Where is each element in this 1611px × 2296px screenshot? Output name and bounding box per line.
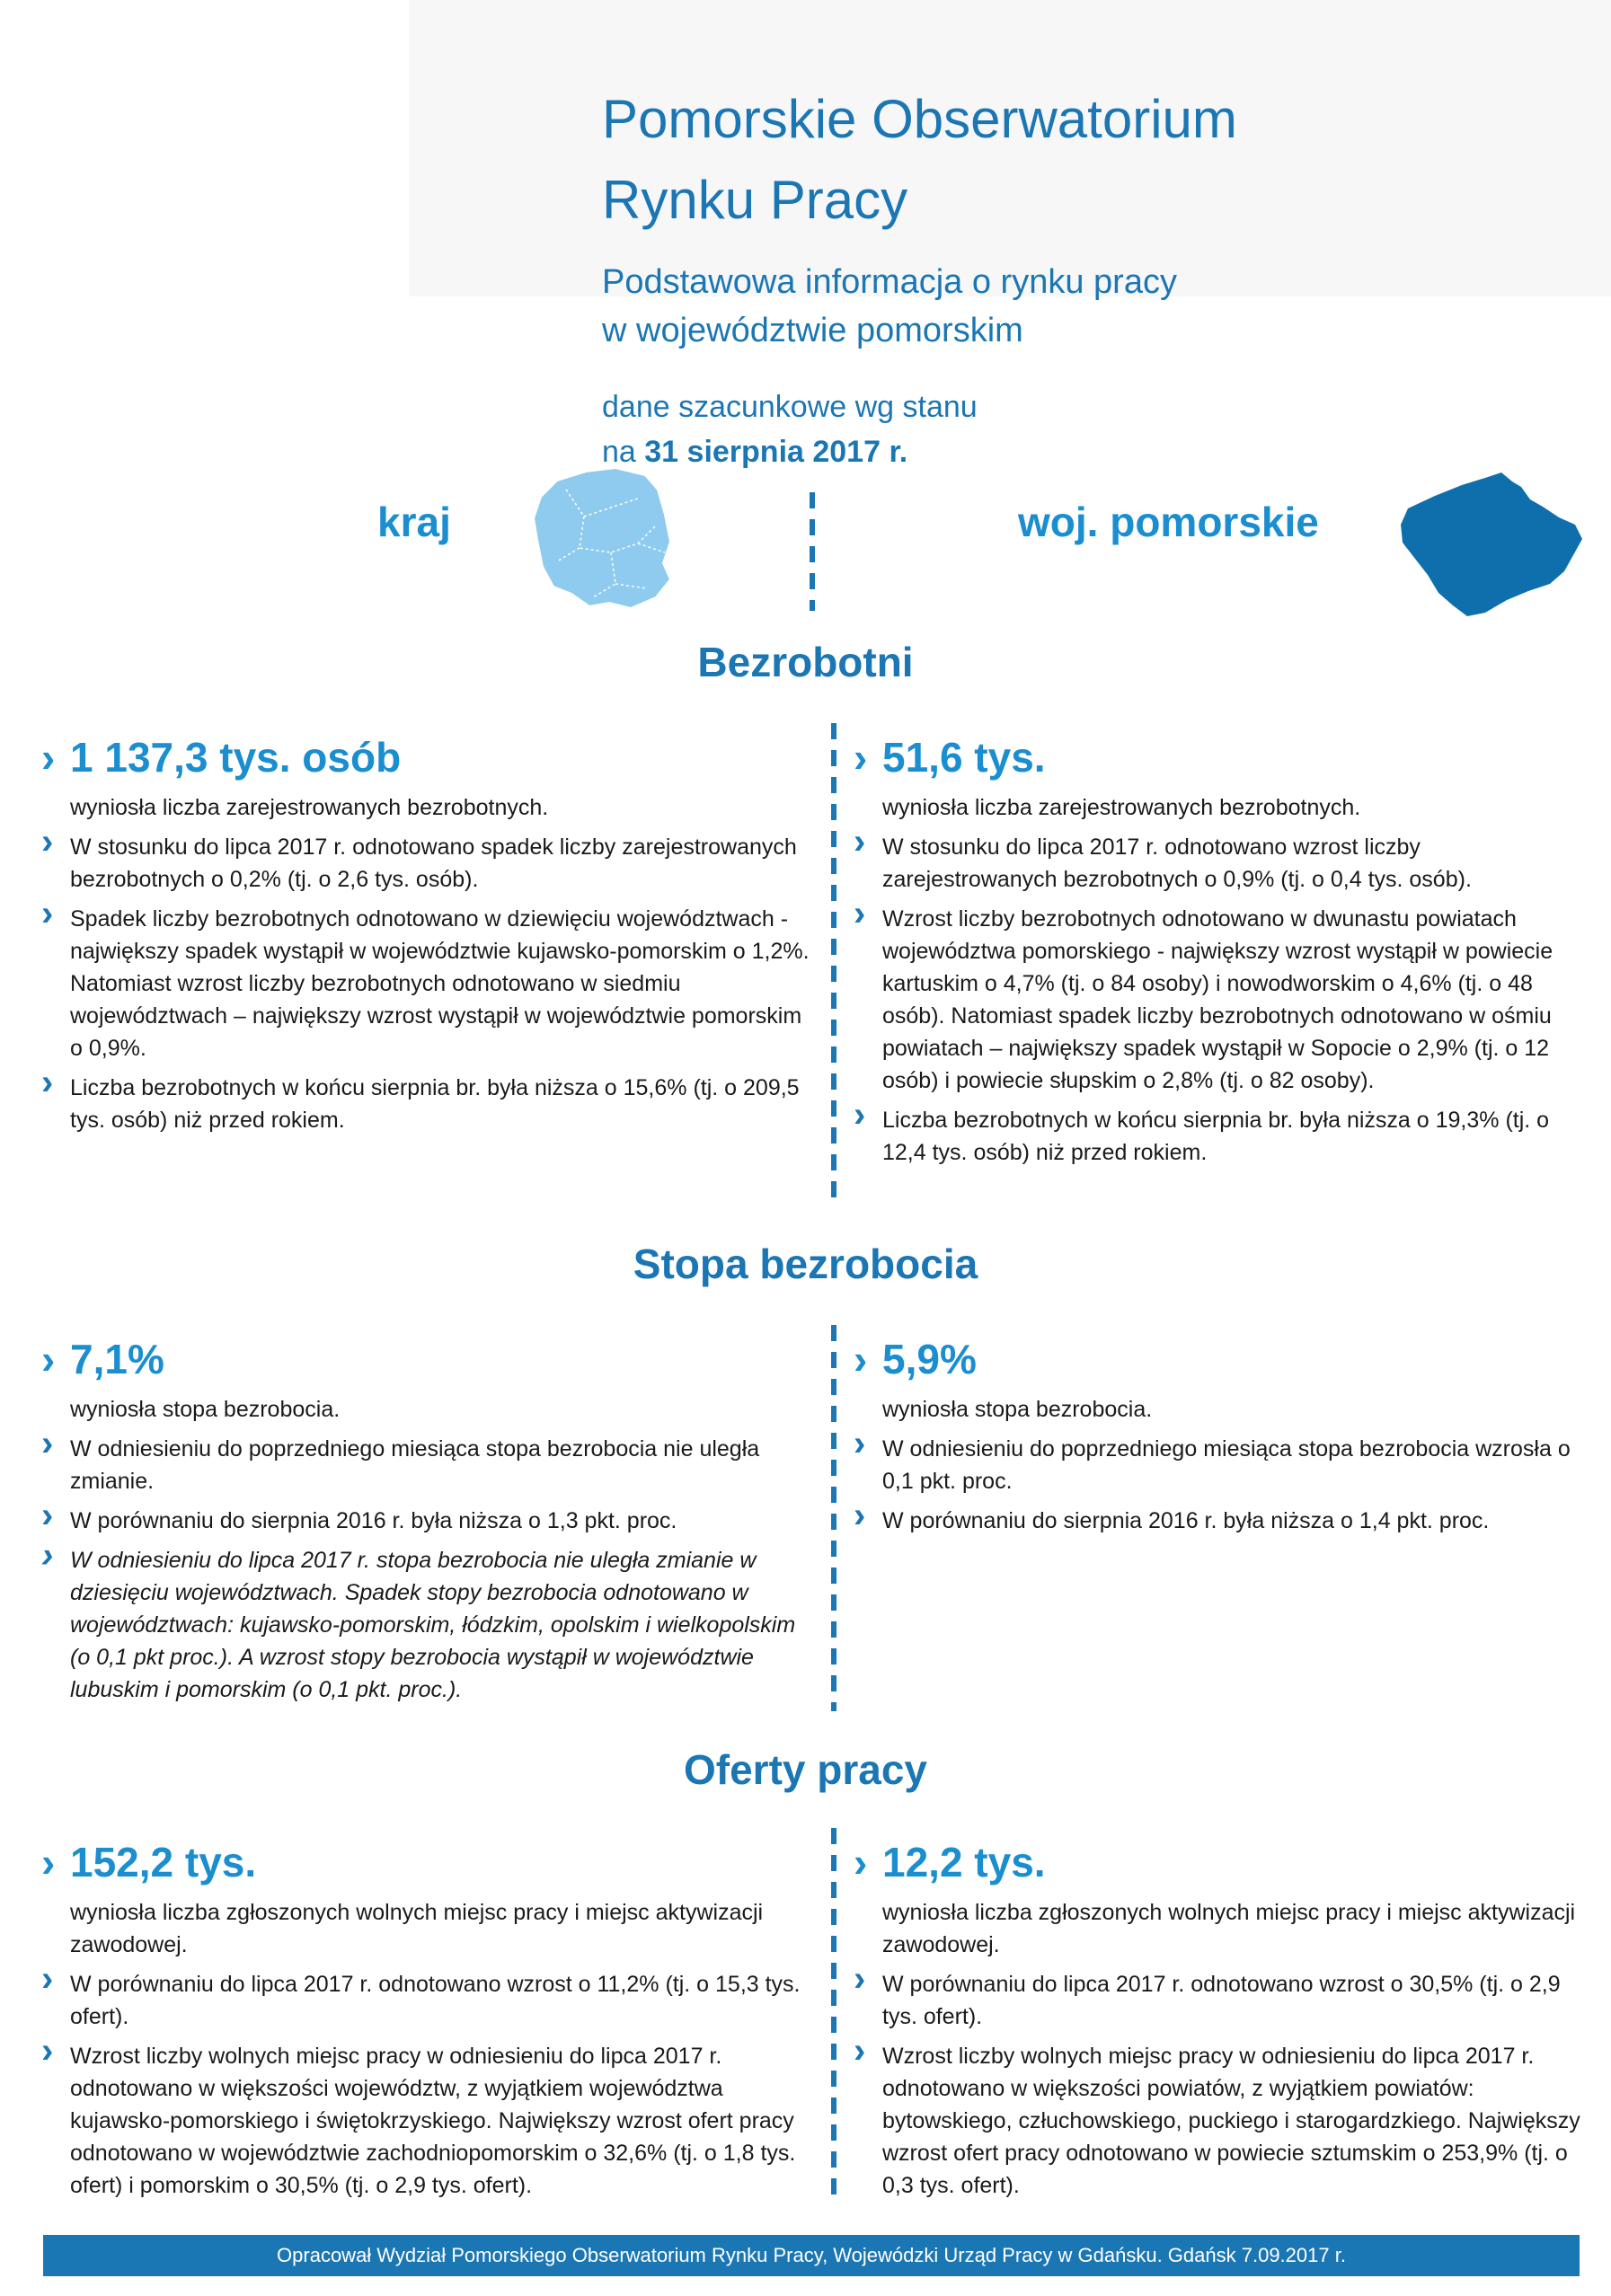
section-title-oferty: Oferty pracy [683,1746,927,1793]
oferty-kraj-column [41,1837,814,2209]
oferty-pomorskie-bullet-1: › W porównaniu do lipca 2017 r. odnotowano wzrost o 30,5% (tj. o 2,9 tys. ofert). [854,1968,1590,2033]
oferty-kraj-value: › 152,2 tys. [41,1837,814,1887]
stopa-kraj-desc: wyniosła stopa bezrobocia. [70,1397,341,1422]
region-label-kraj: kraj [377,499,451,545]
bezrobotni-kraj-column [41,732,814,1144]
bezrobotni-kraj-desc: wyniosła liczba zarejestrowanych bezrobotnych. [70,795,549,820]
bezrobotni-divider [831,723,836,1208]
data-date [602,384,1500,474]
oferty-pomorskie-bullet-2: › Wzrost liczby wolnych miejsc pracy w odniesieniu do lipca 2017 r. odnotowano w większości powiatów, z wyjątkiem powiatów: bytowskiego, człuchowskiego, puckiego i starogardzkiego. Największy wzrost ofert pracy odnotowano w powiecie sztumskim o 253,9% (tj. o 0,3 tys. ofert). [854,2040,1590,2202]
oferty-pomorskie-desc: wyniosła liczba zgłoszonych wolnych miejsc pracy i miejsc aktywizacji zawodowej. [882,1900,1576,1957]
stopa-pomorskie-value: › 5,9% [854,1334,1590,1384]
bezrobotni-pomorskie-column [854,732,1590,1176]
bezrobotni-pomorskie-value: › 51,6 tys. [854,732,1590,782]
page-title [602,79,1500,241]
title-line-1: Pomorskie Obserwatorium [602,89,1237,149]
date-line-2 [602,429,1500,474]
stopa-pomorskie-desc: wyniosła stopa bezrobocia. [882,1397,1153,1422]
bezrobotni-kraj-bullet-3: › Liczba bezrobotnych w końcu sierpnia br. była niższa o 15,6% (tj. o 209,5 tys. osób) niż przed rokiem. [41,1072,814,1136]
stopa-kraj-bullet-2: › W porównaniu do sierpnia 2016 r. była niższa o 1,3 pkt. proc. [41,1505,814,1537]
oferty-pomorskie-value: › 12,2 tys. [854,1837,1590,1887]
stopa-divider [831,1325,836,1711]
stopa-kraj-column [41,1334,814,1713]
bezrobotni-kraj-bullet-1: › W stosunku do lipca 2017 r. odnotowano spadek liczby zarejestrowanych bezrobotnych o 0,2% (tj. o 2,6 tys. osób). [41,831,814,896]
section-title-stopa: Stopa bezrobocia [633,1241,978,1287]
date-line-1: dane szacunkowe wg stanu [602,390,978,424]
section-title-bezrobotni: Bezrobotni [697,639,914,685]
oferty-kraj-desc: wyniosła liczba zgłoszonych wolnych miejsc pracy i miejsc aktywizacji zawodowej. [70,1900,764,1957]
title-line-2: Rynku Pracy [602,170,908,230]
page-subtitle [602,258,1500,355]
bezrobotni-kraj-value: › 1 137,3 tys. osób [41,732,814,782]
bezrobotni-pomorskie-desc: wyniosła liczba zarejestrowanych bezrobotnych. [882,795,1361,820]
subtitle-line-2: w województwie pomorskim [602,312,1023,349]
date-prefix: na [602,435,645,469]
stopa-pomorskie-bullet-1: › W odniesieniu do poprzedniego miesiąca stopa bezrobocia wzrosła o 0,1 pkt. proc. [854,1433,1590,1497]
header-divider [810,492,815,611]
bezrobotni-pomorskie-bullet-2: › Wzrost liczby bezrobotnych odnotowano w dwunastu powiatach województwa pomorskiego - największy wzrost wystąpił w powiecie kartuskim o 4,7% (tj. o 84 osoby) i nowodworskim o 4,6% (tj. o 48 osób). Natomiast spadek liczby bezrobotnych odnotowano w ośmiu powiatach – największy spadek wystąpił w Sopocie o 2,9% (tj. o 12 osób) i powiecie słupskim o 2,8% (tj. o 82 osoby). [854,903,1590,1097]
stopa-kraj-bullet-1: › W odniesieniu do poprzedniego miesiąca stopa bezrobocia nie uległa zmianie. [41,1433,814,1497]
date-value: 31 sierpnia 2017 r. [644,435,908,469]
bezrobotni-pomorskie-bullet-1: › W stosunku do lipca 2017 r. odnotowano wzrost liczby zarejestrowanych bezrobotnych o 0,9% (tj. o 0,4 tys. osób). [854,831,1590,896]
region-label-pomorskie: woj. pomorskie [1018,499,1319,545]
footer-bar: Opracował Wydział Pomorskiego Obserwatorium Rynku Pracy, Wojewódzki Urząd Pracy w Gdańsku. Gdańsk 7.09.2017 r. [43,2235,1580,2276]
oferty-pomorskie-column [854,1837,1590,2209]
bezrobotni-kraj-bullet-2: › Spadek liczby bezrobotnych odnotowano w dziewięciu województwach - największy spadek wystąpił w województwie kujawsko-pomorskim o 1,2%. Natomiast wzrost liczby bezrobotnych odnotowano w siedmiu województwach – największy wzrost wystąpił w województwie pomorskim o 0,9%. [41,903,814,1064]
subtitle-line-1: Podstawowa informacja o rynku pracy [602,263,1177,301]
oferty-kraj-bullet-1: › W porównaniu do lipca 2017 r. odnotowano wzrost o 11,2% (tj. o 15,3 tys. ofert). [41,1968,814,2033]
stopa-pomorskie-bullet-2: › W porównaniu do sierpnia 2016 r. była niższa o 1,4 pkt. proc. [854,1505,1590,1537]
poland-map-icon [530,463,674,615]
stopa-pomorskie-column [854,1334,1590,1544]
stopa-kraj-value: › 7,1% [41,1334,814,1384]
oferty-kraj-bullet-2: › Wzrost liczby wolnych miejsc pracy w odniesieniu do lipca 2017 r. odnotowano w większości województw, z wyjątkiem województwa kujawsko-pomorskiego i świętokrzyskiego. Największy wzrost ofert pracy odnotowano w województwie zachodniopomorskim o 32,6% (tj. o 1,8 tys. ofert) i pomorskim o 30,5% (tj. o 2,9 tys. ofert). [41,2040,814,2202]
oferty-divider [831,1828,836,2205]
bezrobotni-pomorskie-bullet-3: › Liczba bezrobotnych w końcu sierpnia br. była niższa o 19,3% (tj. o 12,4 tys. osób) niż przed rokiem. [854,1104,1590,1169]
pomorskie-map-icon [1397,465,1586,618]
stopa-kraj-bullet-3: › W odniesieniu do lipca 2017 r. stopa bezrobocia nie uległa zmianie w dziesięciu województwach. Spadek stopy bezrobocia odnotowano w województwach: kujawsko-pomorskim, łódzkim, opolskim i wielkopolskim (o 0,1 pkt proc.). A wzrost stopy bezrobocia wystąpił w województwie lubuskim i pomorskim (o 0,1 pkt. proc.). [41,1544,814,1706]
